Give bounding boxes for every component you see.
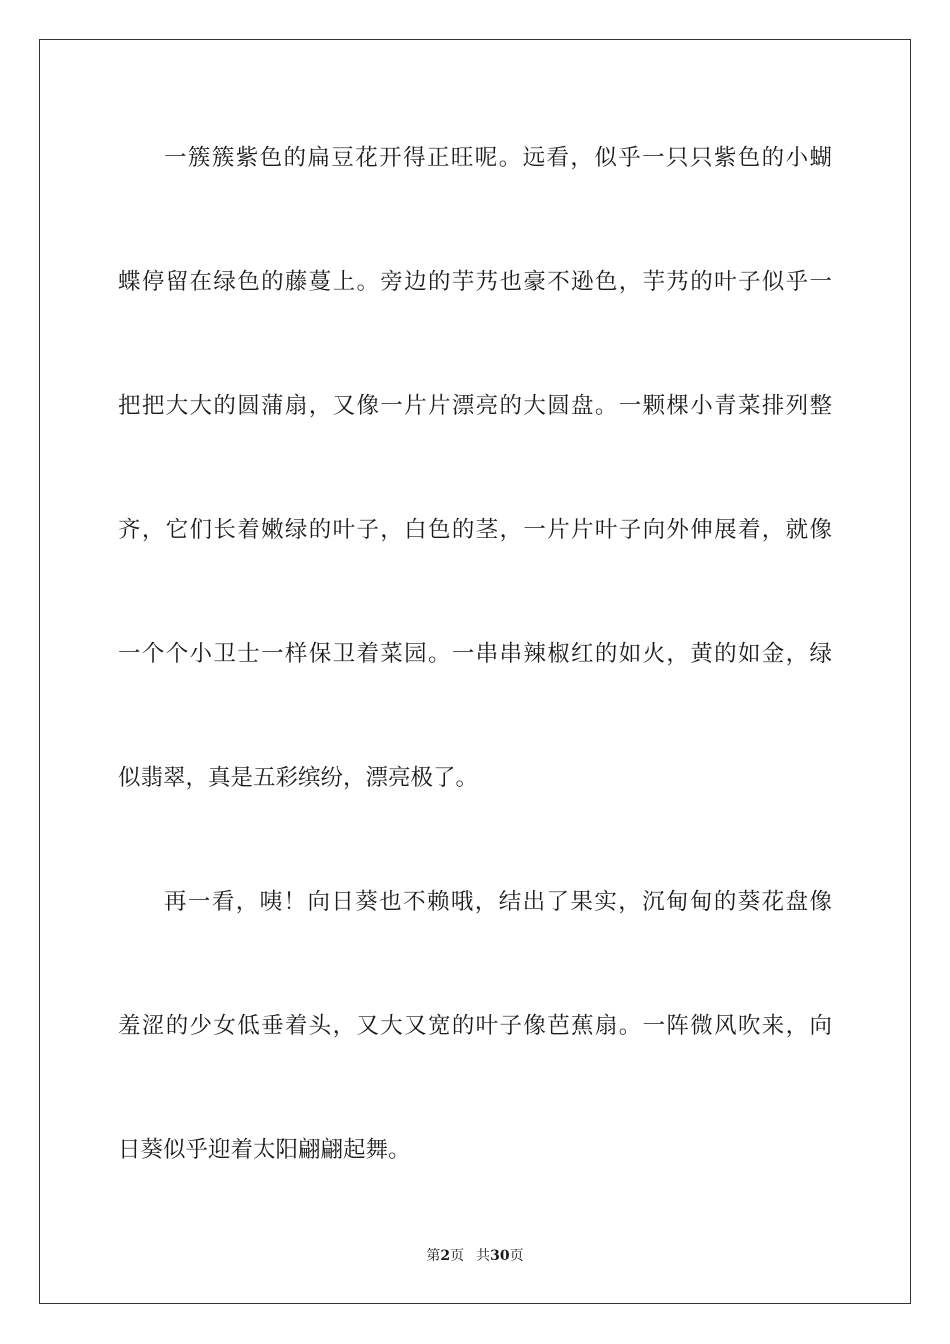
footer-total-pages: 30 bbox=[490, 1248, 510, 1264]
footer-page-suffix: 页 bbox=[450, 1248, 465, 1264]
paragraph-2-line-2: 羞涩的少女低垂着头，又大又宽的叶子像芭蕉扇。一阵微风吹来，向 bbox=[118, 1013, 832, 1039]
paragraph-2-line-1: 再一看，咦！向日葵也不赖哦，结出了果实，沉甸甸的葵花盘像 bbox=[164, 889, 832, 915]
paragraph-2-line-3: 日葵似乎迎着太阳翩翩起舞。 bbox=[118, 1137, 411, 1163]
paragraph-1-line-2: 蝶停留在绿色的藤蔓上。旁边的芋艿也豪不逊色，芋艿的叶子似乎一 bbox=[118, 269, 832, 295]
paragraph-1-line-4: 齐，它们长着嫩绿的叶子，白色的茎，一片片叶子向外伸展着，就像 bbox=[118, 517, 832, 543]
paragraph-1-line-5: 一个个小卫士一样保卫着菜园。一串串辣椒红的如火，黄的如金，绿 bbox=[118, 641, 832, 667]
footer-page-prefix: 第 bbox=[426, 1248, 441, 1264]
paragraph-1-line-6: 似翡翠，真是五彩缤纷，漂亮极了。 bbox=[118, 765, 479, 791]
page-footer bbox=[0, 1246, 950, 1266]
paragraph-1-line-1: 一簇簇紫色的扁豆花开得正旺呢。远看，似乎一只只紫色的小蝴 bbox=[164, 145, 832, 171]
footer-total-prefix: 共 bbox=[476, 1248, 491, 1264]
footer-current-page: 2 bbox=[440, 1248, 451, 1264]
document-body bbox=[118, 127, 832, 1243]
footer-total-suffix: 页 bbox=[509, 1248, 524, 1264]
paragraph-1-line-3: 把把大大的圆蒲扇，又像一片片漂亮的大圆盘。一颗棵小青菜排列整 bbox=[118, 393, 832, 419]
